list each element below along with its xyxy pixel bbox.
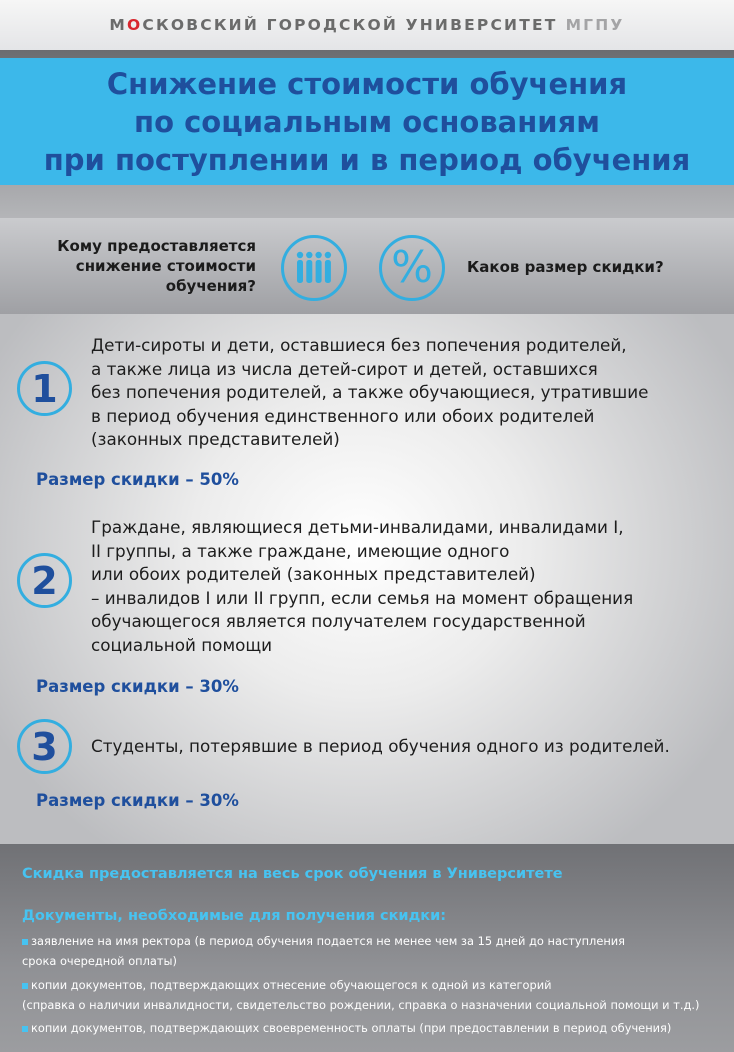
university-abbr: МГПУ [565, 16, 625, 34]
document-item: копии документов, подтверждающих отнесение обучающегося к одной из категорий (справка о наличии инвалидности, свидетельство рождении, справка о назначении социальной помощи и т.д.) [22, 978, 700, 1012]
documents-section [0, 844, 734, 1052]
documents-heading: Документы, необходимые для получения скидки: [22, 908, 447, 924]
hero-section [0, 50, 734, 218]
document-item: копии документов, подтверждающих своевременность оплаты (при предоставлении в период обучения) [22, 1018, 671, 1038]
bullet-icon [22, 1026, 28, 1032]
bullet-icon [22, 939, 28, 945]
people-icon [281, 235, 347, 301]
discount-label: Размер скидки – 50% [36, 470, 239, 489]
number-badge: 1 [17, 361, 72, 416]
categories-list [0, 314, 734, 844]
percent-icon: % [379, 235, 445, 301]
title-band [0, 58, 734, 185]
page-title: Снижение стоимости обучения по социальным основаниям при поступлении и в период обучения [43, 66, 691, 177]
number-badge: 3 [17, 719, 72, 774]
category-text: Студенты, потерявшие в период обучения одного из родителей. [91, 736, 670, 756]
size-question: Каков размер скидки? [467, 258, 664, 276]
university-name: МОСКОВСКИЙ ГОРОДСКОЙ УНИВЕРСИТЕТ МГПУ [109, 16, 625, 34]
discount-label: Размер скидки – 30% [36, 677, 239, 696]
category-text: Дети-сироты и дети, оставшиеся без попечения родителей, а также лица из числа детей-сирот и детей, оставшихся без попечения родителей, а также обучающиеся, утратившие в период обучения единственного или обоих родителей (законных представителей) [91, 335, 649, 449]
logo-red-letter: О [127, 16, 143, 34]
number-badge: 2 [17, 553, 72, 608]
discount-label: Размер скидки – 30% [36, 791, 239, 810]
university-header [0, 0, 734, 50]
duration-note: Скидка предоставляется на весь срок обучения в Университете [22, 866, 563, 882]
who-question: Кому предоставляется снижение стоимости обучения? [57, 237, 256, 295]
bullet-icon [22, 983, 28, 989]
category-text: Граждане, являющиеся детьми-инвалидами, инвалидами I, II группы, а также граждане, имеющие одного или обоих родителей (законных представителей) – инвалидов I или II групп, если семья на момент обращения обучающегося является получателем государственной социальной помощи [91, 517, 634, 655]
document-item: заявление на имя ректора (в период обучения подается не менее чем за 15 дней до наступления срока очередной оплаты) [22, 934, 626, 968]
questions-row [0, 218, 734, 314]
